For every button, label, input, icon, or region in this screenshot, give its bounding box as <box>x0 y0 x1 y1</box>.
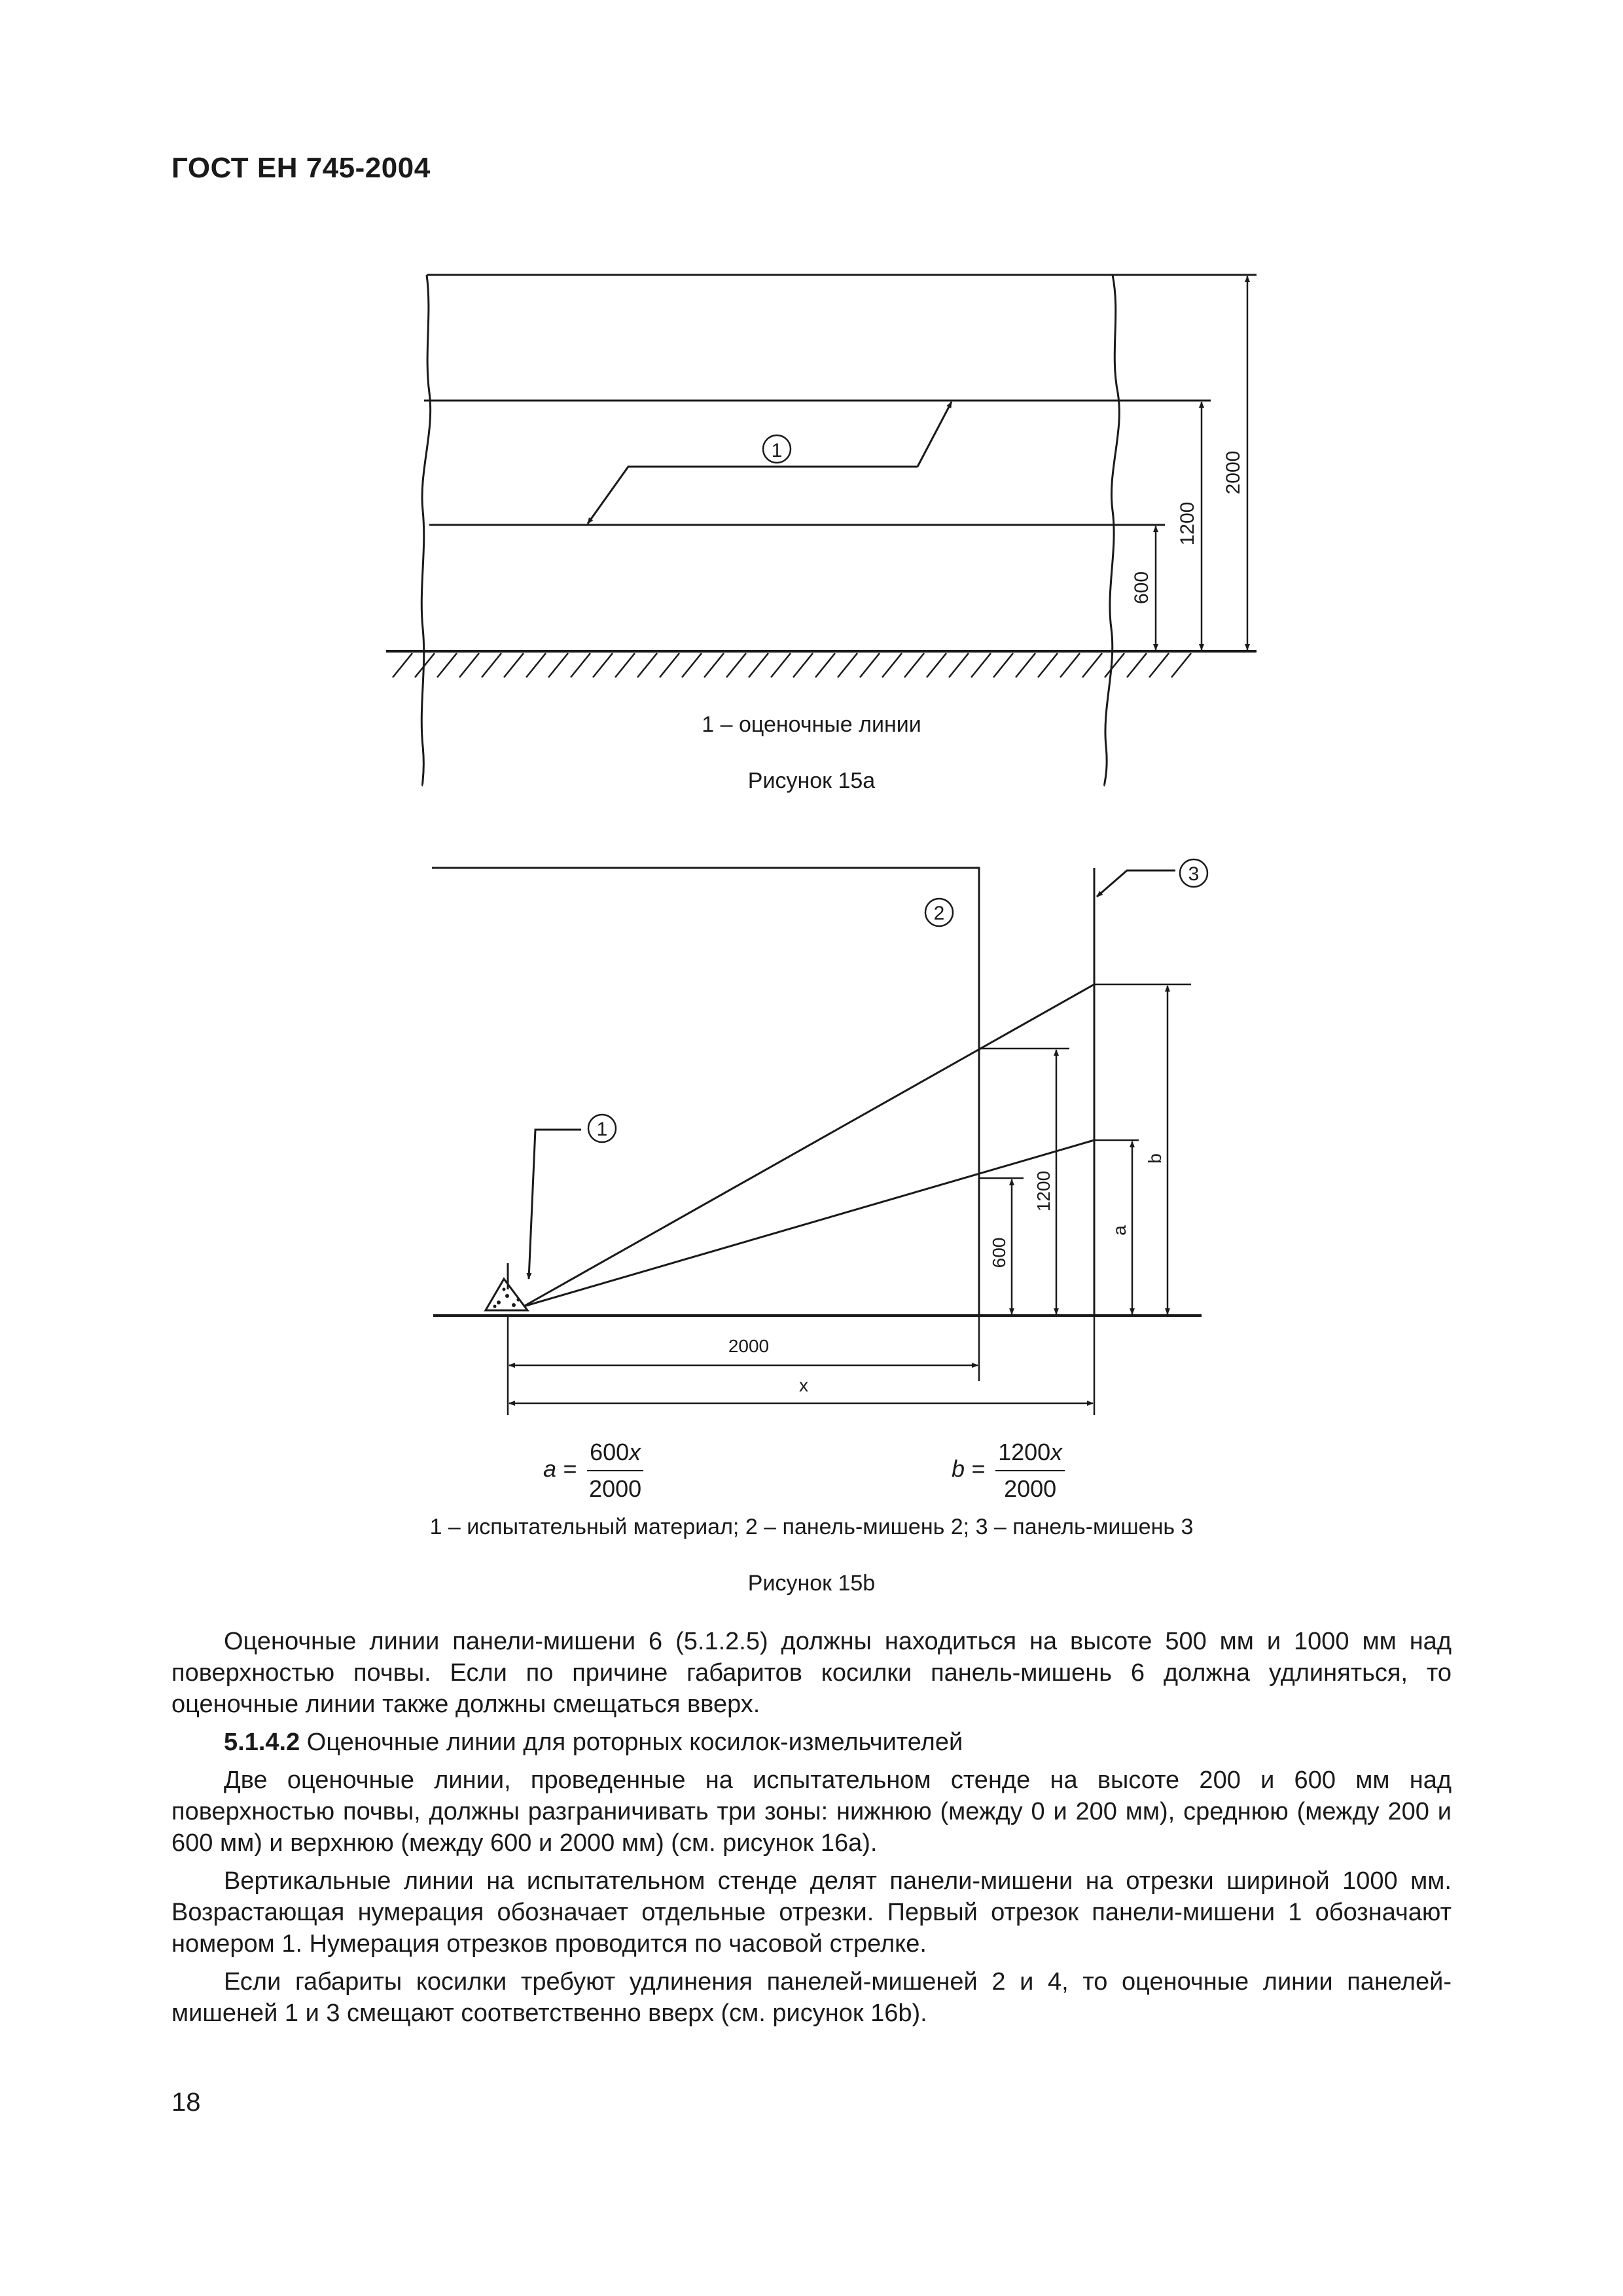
paragraph-4: Вертикальные линии на испытательном стенде делят панели-мишени на отрезки шириной 1000 мм. Возрастающая нумерация обозначает отдельные отрезки. Первый отрезок панели-мишени 1 обозначают номером 1. Нумерация отрезков проводится по часовой стрелке. <box>171 1867 1452 1958</box>
body-text <box>171 1626 1452 2029</box>
marker-1-b <box>588 1115 616 1142</box>
svg-text:2: 2 <box>933 903 945 924</box>
sight-line-lower <box>524 1140 1094 1306</box>
test-material-pile <box>486 1263 527 1310</box>
formula-a: a = $\frac{600x}{2000}$ <box>543 1439 647 1503</box>
leader-to-material <box>529 1130 581 1279</box>
figure-15b <box>0 844 1623 1433</box>
dim-label-1200-b: 1200 <box>1033 1170 1054 1212</box>
svg-text:3: 3 <box>1188 863 1200 885</box>
page-number: 18 <box>171 2088 201 2117</box>
document-header: ГОСТ ЕН 745-2004 <box>171 152 431 184</box>
dim-label-b: b <box>1145 1153 1165 1164</box>
dim-label-1200: 1200 <box>1177 501 1198 546</box>
formula-b: b = $\frac{1200x}{2000}$ <box>952 1439 1069 1503</box>
dim-label-600: 600 <box>1131 571 1152 605</box>
marker-3-b <box>1180 859 1207 887</box>
dim-label-600-b: 600 <box>989 1237 1009 1268</box>
panel-target-2 <box>432 868 979 1317</box>
dim-label-a: a <box>1109 1225 1130 1236</box>
panel-left-edge <box>421 275 430 785</box>
paragraph-1: Оценочные линии панели-мишени 6 (5.1.2.5) должны находиться на высоте 500 мм и 1000 мм над поверхностью почвы. Если по причине габаритов косилки панель-мишень 6 должна удлиняться, то оценочные линии также должны смещаться вверх. <box>171 1628 1452 1718</box>
leader-to-panel-3 <box>1097 870 1175 897</box>
paragraph-3: Две оценочные линии, проведенные на испытательном стенде на высоте 200 и 600 мм над поверхностью почвы, должны разграничивать три зоны: нижнюю (между 0 и 200 мм), среднюю (между 200 и 600 мм) и верхнюю (между 600 и 2000 мм) (см. рисунок 16a). <box>171 1767 1452 1857</box>
svg-text:1: 1 <box>596 1119 608 1140</box>
ground-hatching <box>393 653 1191 677</box>
section-number: 5.1.4.2 <box>224 1729 300 1756</box>
figure-15a-caption: Рисунок 15a <box>747 768 876 793</box>
dim-label-x: x <box>799 1375 808 1395</box>
section-title: Оценочные линии для роторных косилок-измельчителей <box>300 1729 963 1756</box>
paragraph-5: Если габариты косилки требуют удлинения панелей-мишеней 2 и 4, то оценочные линии панелей-мишеней 1 и 3 смещают соответственно вверх (см. рисунок 16b). <box>171 1968 1452 2027</box>
leader-to-600 <box>588 467 918 524</box>
marker-1 <box>763 435 791 463</box>
marker-2-b <box>925 899 953 926</box>
figure-15a-legend: 1 – оценочные линии <box>702 712 921 737</box>
svg-text:1: 1 <box>771 440 783 461</box>
dim-label-2000-b: 2000 <box>728 1336 770 1356</box>
figure-15b-caption: Рисунок 15b <box>747 1571 876 1596</box>
figure-15b-legend: 1 – испытательный материал; 2 – панель-мишень 2; 3 – панель-мишень 3 <box>429 1515 1194 1539</box>
leader-to-1200 <box>918 402 952 467</box>
paragraph-2 <box>171 1727 1452 1758</box>
panel-right-edge <box>1105 275 1120 785</box>
dim-label-2000: 2000 <box>1222 450 1244 495</box>
